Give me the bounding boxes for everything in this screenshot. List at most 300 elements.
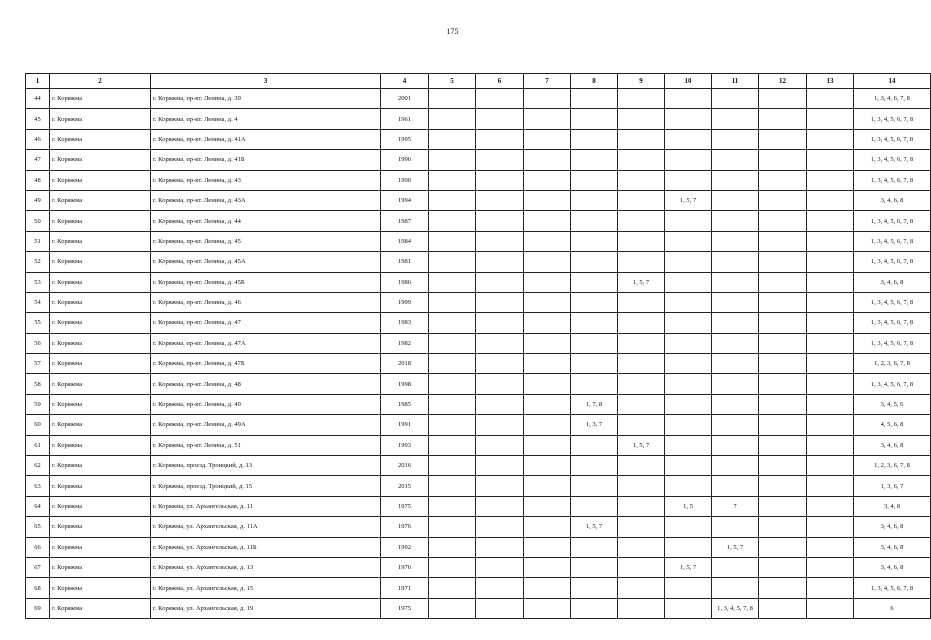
cell-col-6	[476, 476, 524, 496]
cell-col-12	[759, 537, 807, 557]
table-row	[26, 374, 931, 394]
table-row	[26, 313, 931, 333]
cell-col-9	[618, 537, 665, 557]
table-row	[26, 89, 931, 109]
cell-col-7	[524, 456, 571, 476]
cell-col-14: 1, 3, 4, 5, 6, 7, 8	[854, 211, 931, 231]
cell-col-13	[807, 333, 854, 353]
table-row	[26, 415, 931, 435]
cell-col-11	[712, 435, 759, 455]
cell-col-8	[571, 313, 618, 333]
cell-col-4: 1996	[381, 150, 429, 170]
cell-col-14: 3, 4, 5, 6	[854, 394, 931, 414]
cell-col-11	[712, 109, 759, 129]
table-row	[26, 231, 931, 251]
cell-col-7	[524, 150, 571, 170]
cell-col-5	[429, 557, 476, 577]
cell-col-14: 1, 3, 4, 5, 6, 7, 8	[854, 170, 931, 190]
cell-col-13	[807, 190, 854, 210]
cell-col-7	[524, 190, 571, 210]
table-row	[26, 354, 931, 374]
cell-col-12	[759, 89, 807, 109]
cell-col-7	[524, 374, 571, 394]
cell-col-12	[759, 272, 807, 292]
cell-col-14: 3, 4, 6, 8	[854, 190, 931, 210]
cell-col-8	[571, 435, 618, 455]
cell-col-1: 53	[26, 272, 50, 292]
cell-col-12	[759, 598, 807, 618]
cell-col-1: 62	[26, 456, 50, 476]
cell-col-5	[429, 354, 476, 374]
cell-col-4: 1994	[381, 190, 429, 210]
table-row	[26, 211, 931, 231]
cell-col-8	[571, 150, 618, 170]
cell-col-9	[618, 231, 665, 251]
cell-col-2: г. Коряжма	[50, 292, 151, 312]
cell-col-3: г. Коряжма, пр-кт. Ленина, д. 43А	[151, 190, 381, 210]
column-header-11: 11	[712, 74, 759, 89]
cell-col-3: г. Коряжма, пр-кт. Ленина, д. 4	[151, 109, 381, 129]
cell-col-10	[665, 170, 712, 190]
cell-col-8	[571, 170, 618, 190]
column-header-5: 5	[429, 74, 476, 89]
cell-col-11	[712, 150, 759, 170]
column-header-13: 13	[807, 74, 854, 89]
cell-col-5	[429, 476, 476, 496]
cell-col-2: г. Коряжма	[50, 150, 151, 170]
cell-col-6	[476, 435, 524, 455]
cell-col-4: 1984	[381, 231, 429, 251]
cell-col-4: 1982	[381, 333, 429, 353]
cell-col-12	[759, 129, 807, 149]
cell-col-10	[665, 578, 712, 598]
cell-col-12	[759, 170, 807, 190]
cell-col-11	[712, 333, 759, 353]
cell-col-14: 1, 3, 4, 5, 6, 7, 8	[854, 109, 931, 129]
cell-col-11: 7	[712, 496, 759, 516]
cell-col-8	[571, 211, 618, 231]
cell-col-9: 1, 5, 7	[618, 272, 665, 292]
cell-col-4: 1975	[381, 496, 429, 516]
cell-col-14: 1, 3, 4, 5, 6, 7, 8	[854, 374, 931, 394]
cell-col-4: 1983	[381, 313, 429, 333]
cell-col-7	[524, 557, 571, 577]
cell-col-13	[807, 231, 854, 251]
cell-col-8	[571, 374, 618, 394]
cell-col-3: г. Коряжма, пр-кт. Ленина, д. 47	[151, 313, 381, 333]
cell-col-9	[618, 456, 665, 476]
cell-col-11	[712, 129, 759, 149]
cell-col-2: г. Коряжма	[50, 354, 151, 374]
cell-col-2: г. Коряжма	[50, 129, 151, 149]
page-number: 175	[446, 27, 459, 36]
cell-col-7	[524, 598, 571, 618]
cell-col-5	[429, 496, 476, 516]
cell-col-1: 50	[26, 211, 50, 231]
cell-col-13	[807, 313, 854, 333]
cell-col-9	[618, 109, 665, 129]
cell-col-2: г. Коряжма	[50, 190, 151, 210]
cell-col-6	[476, 109, 524, 129]
cell-col-14: 3, 4, 6, 8	[854, 272, 931, 292]
cell-col-1: 47	[26, 150, 50, 170]
cell-col-2: г. Коряжма	[50, 537, 151, 557]
cell-col-13	[807, 517, 854, 537]
cell-col-14: 1, 3, 4, 5, 6, 7, 8	[854, 150, 931, 170]
cell-col-11	[712, 517, 759, 537]
cell-col-8: 1, 3, 7	[571, 415, 618, 435]
cell-col-11	[712, 211, 759, 231]
cell-col-12	[759, 109, 807, 129]
cell-col-12	[759, 557, 807, 577]
table-row	[26, 129, 931, 149]
cell-col-6	[476, 394, 524, 414]
cell-col-1: 54	[26, 292, 50, 312]
cell-col-11	[712, 394, 759, 414]
table-body	[26, 89, 931, 619]
cell-col-3: г. Коряжма, ул. Архангельская, д. 13	[151, 557, 381, 577]
cell-col-6	[476, 272, 524, 292]
cell-col-8	[571, 456, 618, 476]
cell-col-10	[665, 435, 712, 455]
cell-col-2: г. Коряжма	[50, 476, 151, 496]
cell-col-14: 3, 4, 6, 8	[854, 537, 931, 557]
cell-col-2: г. Коряжма	[50, 517, 151, 537]
cell-col-12	[759, 150, 807, 170]
column-header-10: 10	[665, 74, 712, 89]
cell-col-4: 1961	[381, 109, 429, 129]
cell-col-5	[429, 456, 476, 476]
cell-col-7	[524, 476, 571, 496]
cell-col-3: г. Коряжма, пр-кт. Ленина, д. 49А	[151, 415, 381, 435]
cell-col-11: 1, 3, 4, 5, 7, 8	[712, 598, 759, 618]
cell-col-5	[429, 598, 476, 618]
cell-col-6	[476, 313, 524, 333]
cell-col-10	[665, 292, 712, 312]
table-row	[26, 292, 931, 312]
cell-col-3: г. Коряжма, пр-кт. Ленина, д. 51	[151, 435, 381, 455]
cell-col-5	[429, 190, 476, 210]
cell-col-4: 1993	[381, 435, 429, 455]
cell-col-6	[476, 190, 524, 210]
cell-col-4: 1975	[381, 598, 429, 618]
cell-col-7	[524, 292, 571, 312]
cell-col-12	[759, 333, 807, 353]
column-header-9: 9	[618, 74, 665, 89]
cell-col-14: 1, 3, 4, 5, 6, 7, 8	[854, 313, 931, 333]
table-row	[26, 598, 931, 618]
cell-col-14: 1, 2, 3, 6, 7, 8	[854, 354, 931, 374]
cell-col-9	[618, 517, 665, 537]
table-row	[26, 150, 931, 170]
table-row	[26, 496, 931, 516]
cell-col-12	[759, 190, 807, 210]
cell-col-5	[429, 374, 476, 394]
cell-col-10	[665, 456, 712, 476]
cell-col-8	[571, 89, 618, 109]
cell-col-4: 1976	[381, 517, 429, 537]
cell-col-6	[476, 374, 524, 394]
table-row	[26, 578, 931, 598]
cell-col-9	[618, 578, 665, 598]
cell-col-11	[712, 89, 759, 109]
cell-col-7	[524, 394, 571, 414]
cell-col-13	[807, 89, 854, 109]
cell-col-5	[429, 170, 476, 190]
cell-col-10	[665, 211, 712, 231]
cell-col-9	[618, 333, 665, 353]
cell-col-8	[571, 109, 618, 129]
cell-col-3: г. Коряжма, пр-кт. Ленина, д. 48	[151, 374, 381, 394]
cell-col-13	[807, 537, 854, 557]
cell-col-10	[665, 354, 712, 374]
column-header-4: 4	[381, 74, 429, 89]
cell-col-1: 66	[26, 537, 50, 557]
header-row	[26, 74, 931, 89]
cell-col-3: г. Коряжма, пр-кт. Ленина, д. 41Б	[151, 150, 381, 170]
cell-col-1: 69	[26, 598, 50, 618]
cell-col-6	[476, 557, 524, 577]
cell-col-2: г. Коряжма	[50, 557, 151, 577]
cell-col-5	[429, 517, 476, 537]
cell-col-1: 44	[26, 89, 50, 109]
cell-col-12	[759, 578, 807, 598]
cell-col-4: 1991	[381, 415, 429, 435]
column-header-1: 1	[26, 74, 50, 89]
cell-col-2: г. Коряжма	[50, 89, 151, 109]
cell-col-14: 1, 3, 4, 5, 6, 7, 8	[854, 231, 931, 251]
cell-col-2: г. Коряжма	[50, 170, 151, 190]
cell-col-12	[759, 374, 807, 394]
cell-col-7	[524, 537, 571, 557]
column-header-12: 12	[759, 74, 807, 89]
cell-col-9	[618, 150, 665, 170]
cell-col-3: г. Коряжма, ул. Архангельская, д. 11Б	[151, 537, 381, 557]
cell-col-5	[429, 578, 476, 598]
cell-col-3: г. Коряжма, пр-кт. Ленина, д. 49	[151, 394, 381, 414]
table-row	[26, 109, 931, 129]
cell-col-8	[571, 496, 618, 516]
cell-col-4: 1981	[381, 252, 429, 272]
cell-col-11	[712, 354, 759, 374]
cell-col-12	[759, 435, 807, 455]
cell-col-3: г. Коряжма, ул. Архангельская, д. 19	[151, 598, 381, 618]
cell-col-11	[712, 476, 759, 496]
cell-col-14: 1, 3, 4, 5, 6, 7, 8	[854, 333, 931, 353]
cell-col-5	[429, 313, 476, 333]
cell-col-1: 61	[26, 435, 50, 455]
cell-col-10	[665, 394, 712, 414]
cell-col-2: г. Коряжма	[50, 211, 151, 231]
table-row	[26, 252, 931, 272]
cell-col-8: 1, 7, 8	[571, 394, 618, 414]
column-header-7: 7	[524, 74, 571, 89]
cell-col-10	[665, 89, 712, 109]
cell-col-3: г. Коряжма, пр-кт. Ленина, д. 47А	[151, 333, 381, 353]
cell-col-9: 1, 5, 7	[618, 435, 665, 455]
column-header-2: 2	[50, 74, 151, 89]
cell-col-13	[807, 598, 854, 618]
cell-col-2: г. Коряжма	[50, 435, 151, 455]
cell-col-13	[807, 435, 854, 455]
cell-col-6	[476, 292, 524, 312]
cell-col-9	[618, 374, 665, 394]
cell-col-12	[759, 496, 807, 516]
cell-col-5	[429, 537, 476, 557]
table-row	[26, 333, 931, 353]
cell-col-9	[618, 496, 665, 516]
cell-col-1: 55	[26, 313, 50, 333]
cell-col-10	[665, 476, 712, 496]
cell-col-9	[618, 292, 665, 312]
cell-col-8: 1, 5, 7	[571, 517, 618, 537]
cell-col-14: 1, 3, 4, 5, 6, 7, 8	[854, 578, 931, 598]
cell-col-12	[759, 415, 807, 435]
cell-col-8	[571, 557, 618, 577]
cell-col-7	[524, 517, 571, 537]
cell-col-6	[476, 517, 524, 537]
cell-col-12	[759, 517, 807, 537]
cell-col-14: 1, 2, 3, 6, 7, 8	[854, 456, 931, 476]
cell-col-6	[476, 537, 524, 557]
cell-col-2: г. Коряжма	[50, 252, 151, 272]
cell-col-6	[476, 231, 524, 251]
cell-col-14: 4, 5, 6, 8	[854, 415, 931, 435]
cell-col-6	[476, 598, 524, 618]
cell-col-10	[665, 150, 712, 170]
cell-col-9	[618, 89, 665, 109]
cell-col-2: г. Коряжма	[50, 456, 151, 476]
cell-col-6	[476, 415, 524, 435]
cell-col-11	[712, 272, 759, 292]
cell-col-13	[807, 150, 854, 170]
cell-col-13	[807, 109, 854, 129]
cell-col-5	[429, 252, 476, 272]
cell-col-10	[665, 598, 712, 618]
cell-col-3: г. Коряжма, ул. Архангельская, д. 15	[151, 578, 381, 598]
cell-col-14: 1, 3, 4, 5, 6, 7, 8	[854, 292, 931, 312]
cell-col-3: г. Коряжма, пр-кт. Ленина, д. 45Б	[151, 272, 381, 292]
cell-col-5	[429, 89, 476, 109]
cell-col-3: г. Коряжма, ул. Архангельская, д. 11	[151, 496, 381, 516]
cell-col-1: 64	[26, 496, 50, 516]
cell-col-11: 1, 5, 7	[712, 537, 759, 557]
cell-col-7	[524, 252, 571, 272]
cell-col-7	[524, 333, 571, 353]
cell-col-11	[712, 190, 759, 210]
cell-col-4: 1998	[381, 374, 429, 394]
cell-col-13	[807, 394, 854, 414]
cell-col-2: г. Коряжма	[50, 496, 151, 516]
table-row	[26, 170, 931, 190]
cell-col-4: 2016	[381, 456, 429, 476]
cell-col-10	[665, 537, 712, 557]
cell-col-1: 58	[26, 374, 50, 394]
cell-col-9	[618, 598, 665, 618]
cell-col-14: 1, 3, 6, 7	[854, 476, 931, 496]
cell-col-13	[807, 272, 854, 292]
cell-col-12	[759, 252, 807, 272]
cell-col-5	[429, 109, 476, 129]
cell-col-10	[665, 374, 712, 394]
cell-col-1: 51	[26, 231, 50, 251]
cell-col-9	[618, 476, 665, 496]
cell-col-1: 46	[26, 129, 50, 149]
cell-col-10	[665, 231, 712, 251]
cell-col-10	[665, 129, 712, 149]
cell-col-9	[618, 557, 665, 577]
cell-col-3: г. Коряжма, пр-кт. Ленина, д. 41А	[151, 129, 381, 149]
cell-col-9	[618, 211, 665, 231]
cell-col-3: г. Коряжма, проезд. Троицкий, д. 15	[151, 476, 381, 496]
cell-col-5	[429, 211, 476, 231]
cell-col-4: 1987	[381, 211, 429, 231]
table-row	[26, 517, 931, 537]
cell-col-10	[665, 272, 712, 292]
cell-col-12	[759, 476, 807, 496]
cell-col-10: 1, 5	[665, 496, 712, 516]
cell-col-2: г. Коряжма	[50, 231, 151, 251]
cell-col-14: 3, 4, 6, 8	[854, 517, 931, 537]
cell-col-13	[807, 129, 854, 149]
cell-col-1: 60	[26, 415, 50, 435]
cell-col-10: 1, 5, 7	[665, 190, 712, 210]
cell-col-2: г. Коряжма	[50, 109, 151, 129]
cell-col-8	[571, 354, 618, 374]
cell-col-7	[524, 415, 571, 435]
cell-col-13	[807, 557, 854, 577]
cell-col-7	[524, 272, 571, 292]
cell-col-2: г. Коряжма	[50, 272, 151, 292]
cell-col-11	[712, 415, 759, 435]
cell-col-12	[759, 456, 807, 476]
cell-col-3: г. Коряжма, проезд. Троицкий, д. 13	[151, 456, 381, 476]
cell-col-9	[618, 170, 665, 190]
cell-col-6	[476, 354, 524, 374]
cell-col-12	[759, 292, 807, 312]
cell-col-10	[665, 313, 712, 333]
cell-col-4: 1976	[381, 557, 429, 577]
cell-col-6	[476, 89, 524, 109]
table-row	[26, 476, 931, 496]
cell-col-12	[759, 394, 807, 414]
cell-col-13	[807, 456, 854, 476]
cell-col-7	[524, 313, 571, 333]
cell-col-8	[571, 598, 618, 618]
cell-col-3: г. Коряжма, пр-кт. Ленина, д. 46	[151, 292, 381, 312]
cell-col-3: г. Коряжма, пр-кт. Ленина, д. 43	[151, 170, 381, 190]
table-row	[26, 435, 931, 455]
cell-col-11	[712, 374, 759, 394]
table-row	[26, 456, 931, 476]
cell-col-13	[807, 292, 854, 312]
cell-col-10	[665, 109, 712, 129]
cell-col-7	[524, 89, 571, 109]
cell-col-1: 56	[26, 333, 50, 353]
cell-col-10	[665, 415, 712, 435]
cell-col-13	[807, 374, 854, 394]
cell-col-6	[476, 456, 524, 476]
cell-col-7	[524, 109, 571, 129]
cell-col-3: г. Коряжма, пр-кт. Ленина, д. 47Б	[151, 354, 381, 374]
cell-col-6	[476, 496, 524, 516]
cell-col-1: 67	[26, 557, 50, 577]
cell-col-8	[571, 333, 618, 353]
cell-col-14: 1, 3, 4, 6, 7, 8	[854, 89, 931, 109]
cell-col-14: 3, 4, 6, 8	[854, 435, 931, 455]
cell-col-9	[618, 129, 665, 149]
cell-col-2: г. Коряжма	[50, 415, 151, 435]
